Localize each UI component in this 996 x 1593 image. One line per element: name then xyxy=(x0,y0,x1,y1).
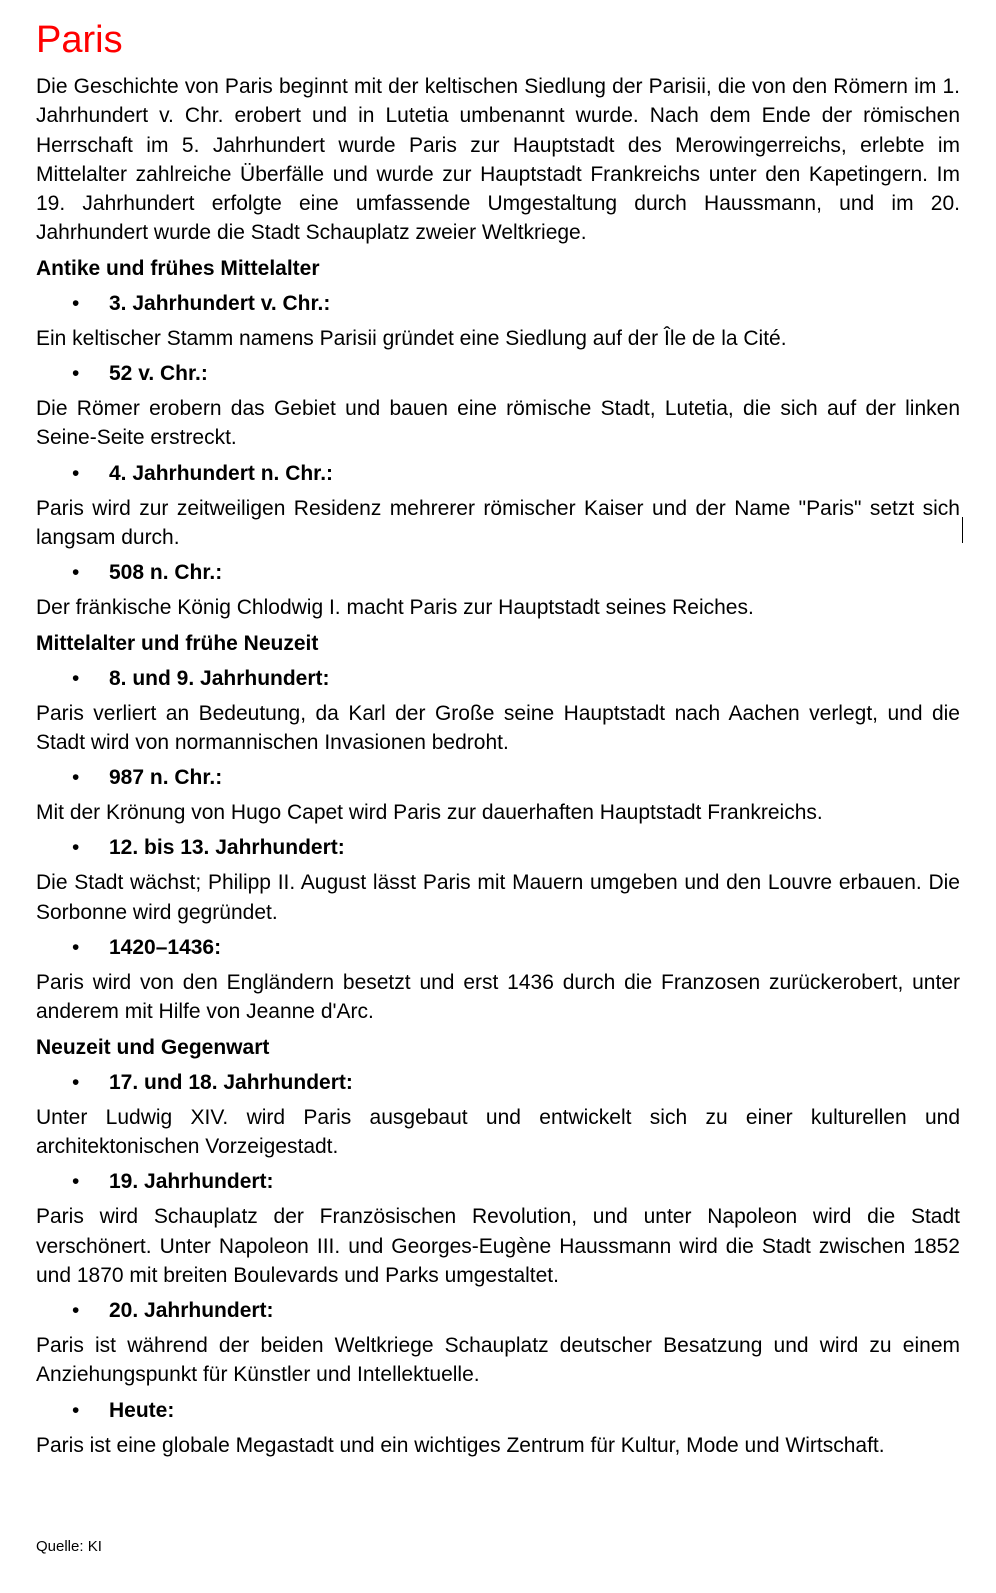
entry-label: 1420–1436: xyxy=(109,936,222,960)
entry-label: 20. Jahrhundert: xyxy=(109,1299,274,1323)
entry-label-item xyxy=(36,459,960,488)
entry-label: 987 n. Chr.: xyxy=(109,766,223,790)
entry-text: Unter Ludwig XIV. wird Paris ausgebaut und entwickelt sich zu einer kulturellen und architektonischen Vorzeigestadt. xyxy=(36,1105,960,1158)
bullet-dot-icon: • xyxy=(72,1398,80,1422)
entry-label-item xyxy=(36,1396,960,1425)
bullet-dot-icon: • xyxy=(72,461,80,485)
bullet-dot-icon: • xyxy=(72,666,80,690)
entry-label: Heute: xyxy=(109,1398,175,1422)
entry-text: Ein keltischer Stamm namens Parisii gründet eine Siedlung auf der Île de la Cité. xyxy=(36,326,787,350)
entry-text: Paris wird Schauplatz der Französischen Revolution, und unter Napoleon wird die Stadt verschönert. Unter Napoleon III. und Georges-Eugène Haussmann wird die Stadt zwischen 1852 und 1870 mit breiten Boulevards und Parks umgestaltet. xyxy=(36,1205,960,1287)
entry-label: 3. Jahrhundert v. Chr.: xyxy=(109,291,331,315)
timeline-entry xyxy=(36,459,960,553)
bullet-dot-icon: • xyxy=(72,561,80,585)
timeline-entry xyxy=(36,289,960,353)
bullet-dot-icon: • xyxy=(72,1299,80,1323)
entry-label: 8. und 9. Jahrhundert: xyxy=(109,666,330,690)
section-heading: Antike und frühes Mittelalter xyxy=(36,256,320,280)
bullet-dot-icon: • xyxy=(72,1170,80,1194)
entry-label: 12. bis 13. Jahrhundert: xyxy=(109,836,345,860)
bullet-dot-icon: • xyxy=(72,836,80,860)
bullet-dot-icon: • xyxy=(72,766,80,790)
timeline-entry xyxy=(36,933,960,1027)
entry-text: Mit der Krönung von Hugo Capet wird Paris zur dauerhaften Hauptstadt Frankreichs. xyxy=(36,801,823,825)
timeline-sections xyxy=(36,254,960,1460)
timeline-entry xyxy=(36,664,960,758)
entry-label-item xyxy=(36,289,960,318)
entry-label: 17. und 18. Jahrhundert: xyxy=(109,1070,353,1094)
entry-label: 4. Jahrhundert n. Chr.: xyxy=(109,461,334,485)
entry-text: Die Stadt wächst; Philipp II. August lässt Paris mit Mauern umgeben und den Louvre erbauen. Die Sorbonne wird gegründet. xyxy=(36,871,960,924)
page-title: Paris xyxy=(36,19,123,61)
text-cursor xyxy=(962,517,963,543)
source-note: Quelle: KI xyxy=(36,1538,102,1555)
bullet-dot-icon: • xyxy=(72,936,80,960)
entry-text: Die Römer erobern das Gebiet und bauen eine römische Stadt, Lutetia, die sich auf der linken Seine-Seite erstreckt. xyxy=(36,397,960,450)
entry-label-item xyxy=(36,359,960,388)
timeline-entry xyxy=(36,763,960,827)
bullet-dot-icon: • xyxy=(72,1070,80,1094)
bullet-dot-icon: • xyxy=(72,362,80,386)
intro-paragraph: Die Geschichte von Paris beginnt mit der keltischen Siedlung der Parisii, die von den Römern im 1. Jahrhundert v. Chr. erobert und in Lutetia umbenannt wurde. Nach dem Ende der römischen Herrschaft im 5. Jahrhundert wurde Paris zur Hauptstadt des Merowingerreichs, erlebte im Mittelalter zahlreiche Überfälle und wurde zur Hauptstadt Frankreichs unter den Kapetingern. Im 19. Jahrhundert erfolgte eine umfassende Umgestaltung durch Haussmann, und im 20. Jahrhundert wurde die Stadt Schauplatz zweier Weltkriege. xyxy=(36,75,960,245)
entry-label-item xyxy=(36,1068,960,1097)
timeline-entry xyxy=(36,1167,960,1290)
timeline-entry xyxy=(36,558,960,622)
entry-label-item xyxy=(36,763,960,792)
entry-text: Paris ist eine globale Megastadt und ein wichtiges Zentrum für Kultur, Mode und Wirtschaft. xyxy=(36,1433,885,1457)
section-heading: Mittelalter und frühe Neuzeit xyxy=(36,631,319,655)
document-page xyxy=(36,18,960,1466)
entry-label-item xyxy=(36,933,960,962)
entry-label-item xyxy=(36,833,960,862)
bullet-dot-icon: • xyxy=(72,291,80,315)
entry-text: Der fränkische König Chlodwig I. macht Paris zur Hauptstadt seines Reiches. xyxy=(36,596,754,620)
timeline-entry xyxy=(36,833,960,927)
section-heading: Neuzeit und Gegenwart xyxy=(36,1035,270,1059)
entry-label: 508 n. Chr.: xyxy=(109,561,223,585)
entry-text: Paris wird von den Engländern besetzt und erst 1436 durch die Franzosen zurückerobert, unter anderem mit Hilfe von Jeanne d'Arc. xyxy=(36,971,960,1024)
entry-label-item xyxy=(36,558,960,587)
timeline-entry xyxy=(36,1396,960,1460)
entry-label: 52 v. Chr.: xyxy=(109,362,208,386)
entry-label-item xyxy=(36,1167,960,1196)
timeline-entry xyxy=(36,359,960,453)
entry-text: Paris verliert an Bedeutung, da Karl der Große seine Hauptstadt nach Aachen verlegt, und die Stadt wird von normannischen Invasionen bedroht. xyxy=(36,701,960,754)
entry-label-item xyxy=(36,664,960,693)
entry-text: Paris wird zur zeitweiligen Residenz mehrerer römischer Kaiser und der Name "Paris" setzt sich langsam durch. xyxy=(36,496,960,549)
entry-label-item xyxy=(36,1296,960,1325)
entry-label: 19. Jahrhundert: xyxy=(109,1170,274,1194)
timeline-entry xyxy=(36,1068,960,1162)
timeline-entry xyxy=(36,1296,960,1390)
entry-text: Paris ist während der beiden Weltkriege Schauplatz deutscher Besatzung und wird zu einem Anziehungspunkt für Künstler und Intellektuelle. xyxy=(36,1334,960,1387)
